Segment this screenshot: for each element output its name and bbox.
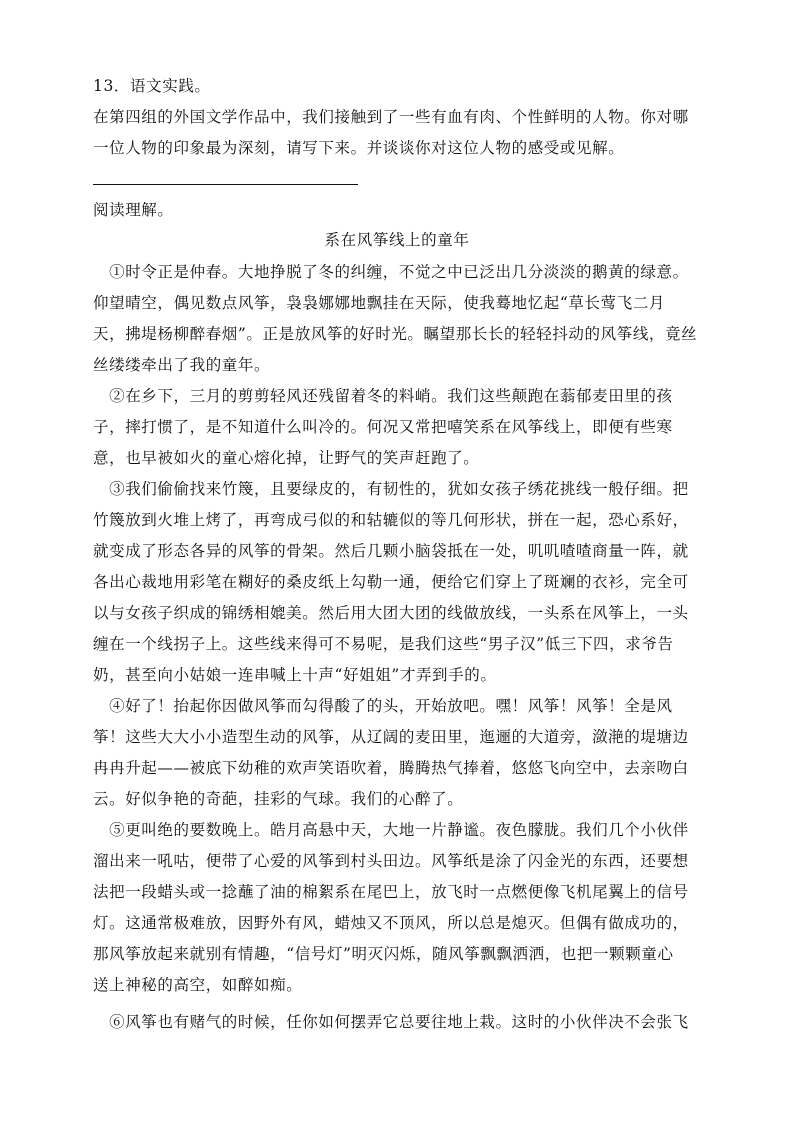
- passage-line: 那风筝放起来就别有情趣，“信号灯”明灭闪烁，随风筝飘飘洒洒，也把一颗颗童心: [93, 945, 674, 963]
- passage-line: 送上神秘的高空，如醉如痴。: [93, 976, 303, 994]
- passage-line: 冉冉升起——被底下幼稚的欢声笑语吹着，腾腾热气捧着，悠悠飞向空中，去亲吻白: [93, 759, 689, 777]
- passage-line: ③我们偷偷找来竹篾，且要绿皮的，有韧性的，犹如女孩子绣花挑线一般仔细。把: [93, 480, 689, 498]
- reading-section-label: 阅读理解。: [93, 201, 174, 219]
- passage-line: 溜出来一吼咕，便带了心爱的风筝到村头田边。风筝纸是涂了闪金光的东西，还要想: [93, 852, 689, 870]
- passage-line: ①时令正是仲春。大地挣脱了冬的纠缠，不觉之中已泛出几分淡淡的鹅黄的绿意。: [93, 263, 689, 281]
- question-number-title: 13．语文实践。: [93, 77, 211, 95]
- passage-line: 云。好似争艳的奇葩，挂彩的气球。我们的心醉了。: [93, 790, 464, 808]
- passage-line: 意，也早被如火的童心熔化掉，让野气的笑声赶跑了。: [93, 449, 480, 467]
- passage-line: 缠在一个线拐子上。这些线来得可不易呢，是我们这些“男子汉”低三下四，求爷告: [93, 635, 674, 653]
- passage-line: ④好了！抬起你因做风筝而勾得酸了的头，开始放吧。嘿！风筝！风筝！全是风: [93, 697, 673, 715]
- passage-line: 丝缕缕牵出了我的童年。: [93, 356, 271, 374]
- passage-line: 以与女孩子织成的锦绣相媲美。然后用大团大团的线做放线，一头系在风筝上，一头: [93, 604, 689, 622]
- passage-line: 灯。这通常极难放，因野外有风，蜡烛又不顶风，所以总是熄灭。但偶有做成功的，: [93, 914, 689, 932]
- passage-title: 系在风筝线上的童年: [324, 231, 470, 249]
- passage-line: 筝！这些大大小小造型生动的风筝，从辽阔的麦田里，迤逦的大道旁，潋滟的堤塘边: [93, 728, 689, 746]
- passage-line: 仰望晴空，偶见数点风筝，袅袅娜娜地飘挂在天际，使我蓦地忆起“草长莺飞二月: [93, 294, 666, 312]
- passage-line: 竹篾放到火堆上烤了，再弯成弓似的和轱辘似的等几何形状，拼在一起，恐心系好，: [93, 511, 689, 529]
- question-prompt-line: 一位人物的印象最为深刻，请写下来。并谈谈你对这位人物的感受或见解。: [93, 139, 625, 157]
- passage-line: ②在乡下，三月的剪剪轻风还残留着冬的料峭。我们这些颠跑在蓊郁麦田里的孩: [93, 387, 673, 405]
- passage-line: 法把一段蜡头或一捻蘸了油的棉絮系在尾巴上，放飞时一点燃便像飞机尾翼上的信号: [93, 883, 689, 901]
- passage-line: ⑤更叫绝的要数晚上。皓月高悬中天，大地一片静谧。夜色朦胧。我们几个小伙伴: [93, 821, 689, 839]
- passage-line: 各出心裁地用彩笔在糊好的桑皮纸上勾勒一通，便给它们穿上了斑斓的衣衫，完全可: [93, 573, 689, 591]
- question-prompt-line: 在第四组的外国文学作品中，我们接触到了一些有血有肉、个性鲜明的人物。你对哪: [93, 108, 689, 126]
- passage-line: 就变成了形态各异的风筝的骨架。然后几颗小脑袋抵在一处，叽叽喳喳商量一阵，就: [93, 542, 689, 560]
- passage-line: 奶，甚至向小姑娘一连串喊上十声“好姐姐”才弄到手的。: [93, 666, 497, 684]
- answer-blank-line[interactable]: [93, 184, 358, 185]
- passage-line: 天，拂堤杨柳醉春烟”。正是放风筝的好时光。瞩望那长长的轻轻抖动的风筝线，竟丝: [93, 325, 698, 343]
- passage-line: 子，摔打惯了，是不知道什么叫冷的。何况又常把嘻笑系在风筝线上，即便有些寒: [93, 418, 673, 436]
- passage-line: ⑥风筝也有赌气的时候，任你如何摆弄它总要往地上栽。这时的小伙伴决不会张飞: [93, 1013, 689, 1031]
